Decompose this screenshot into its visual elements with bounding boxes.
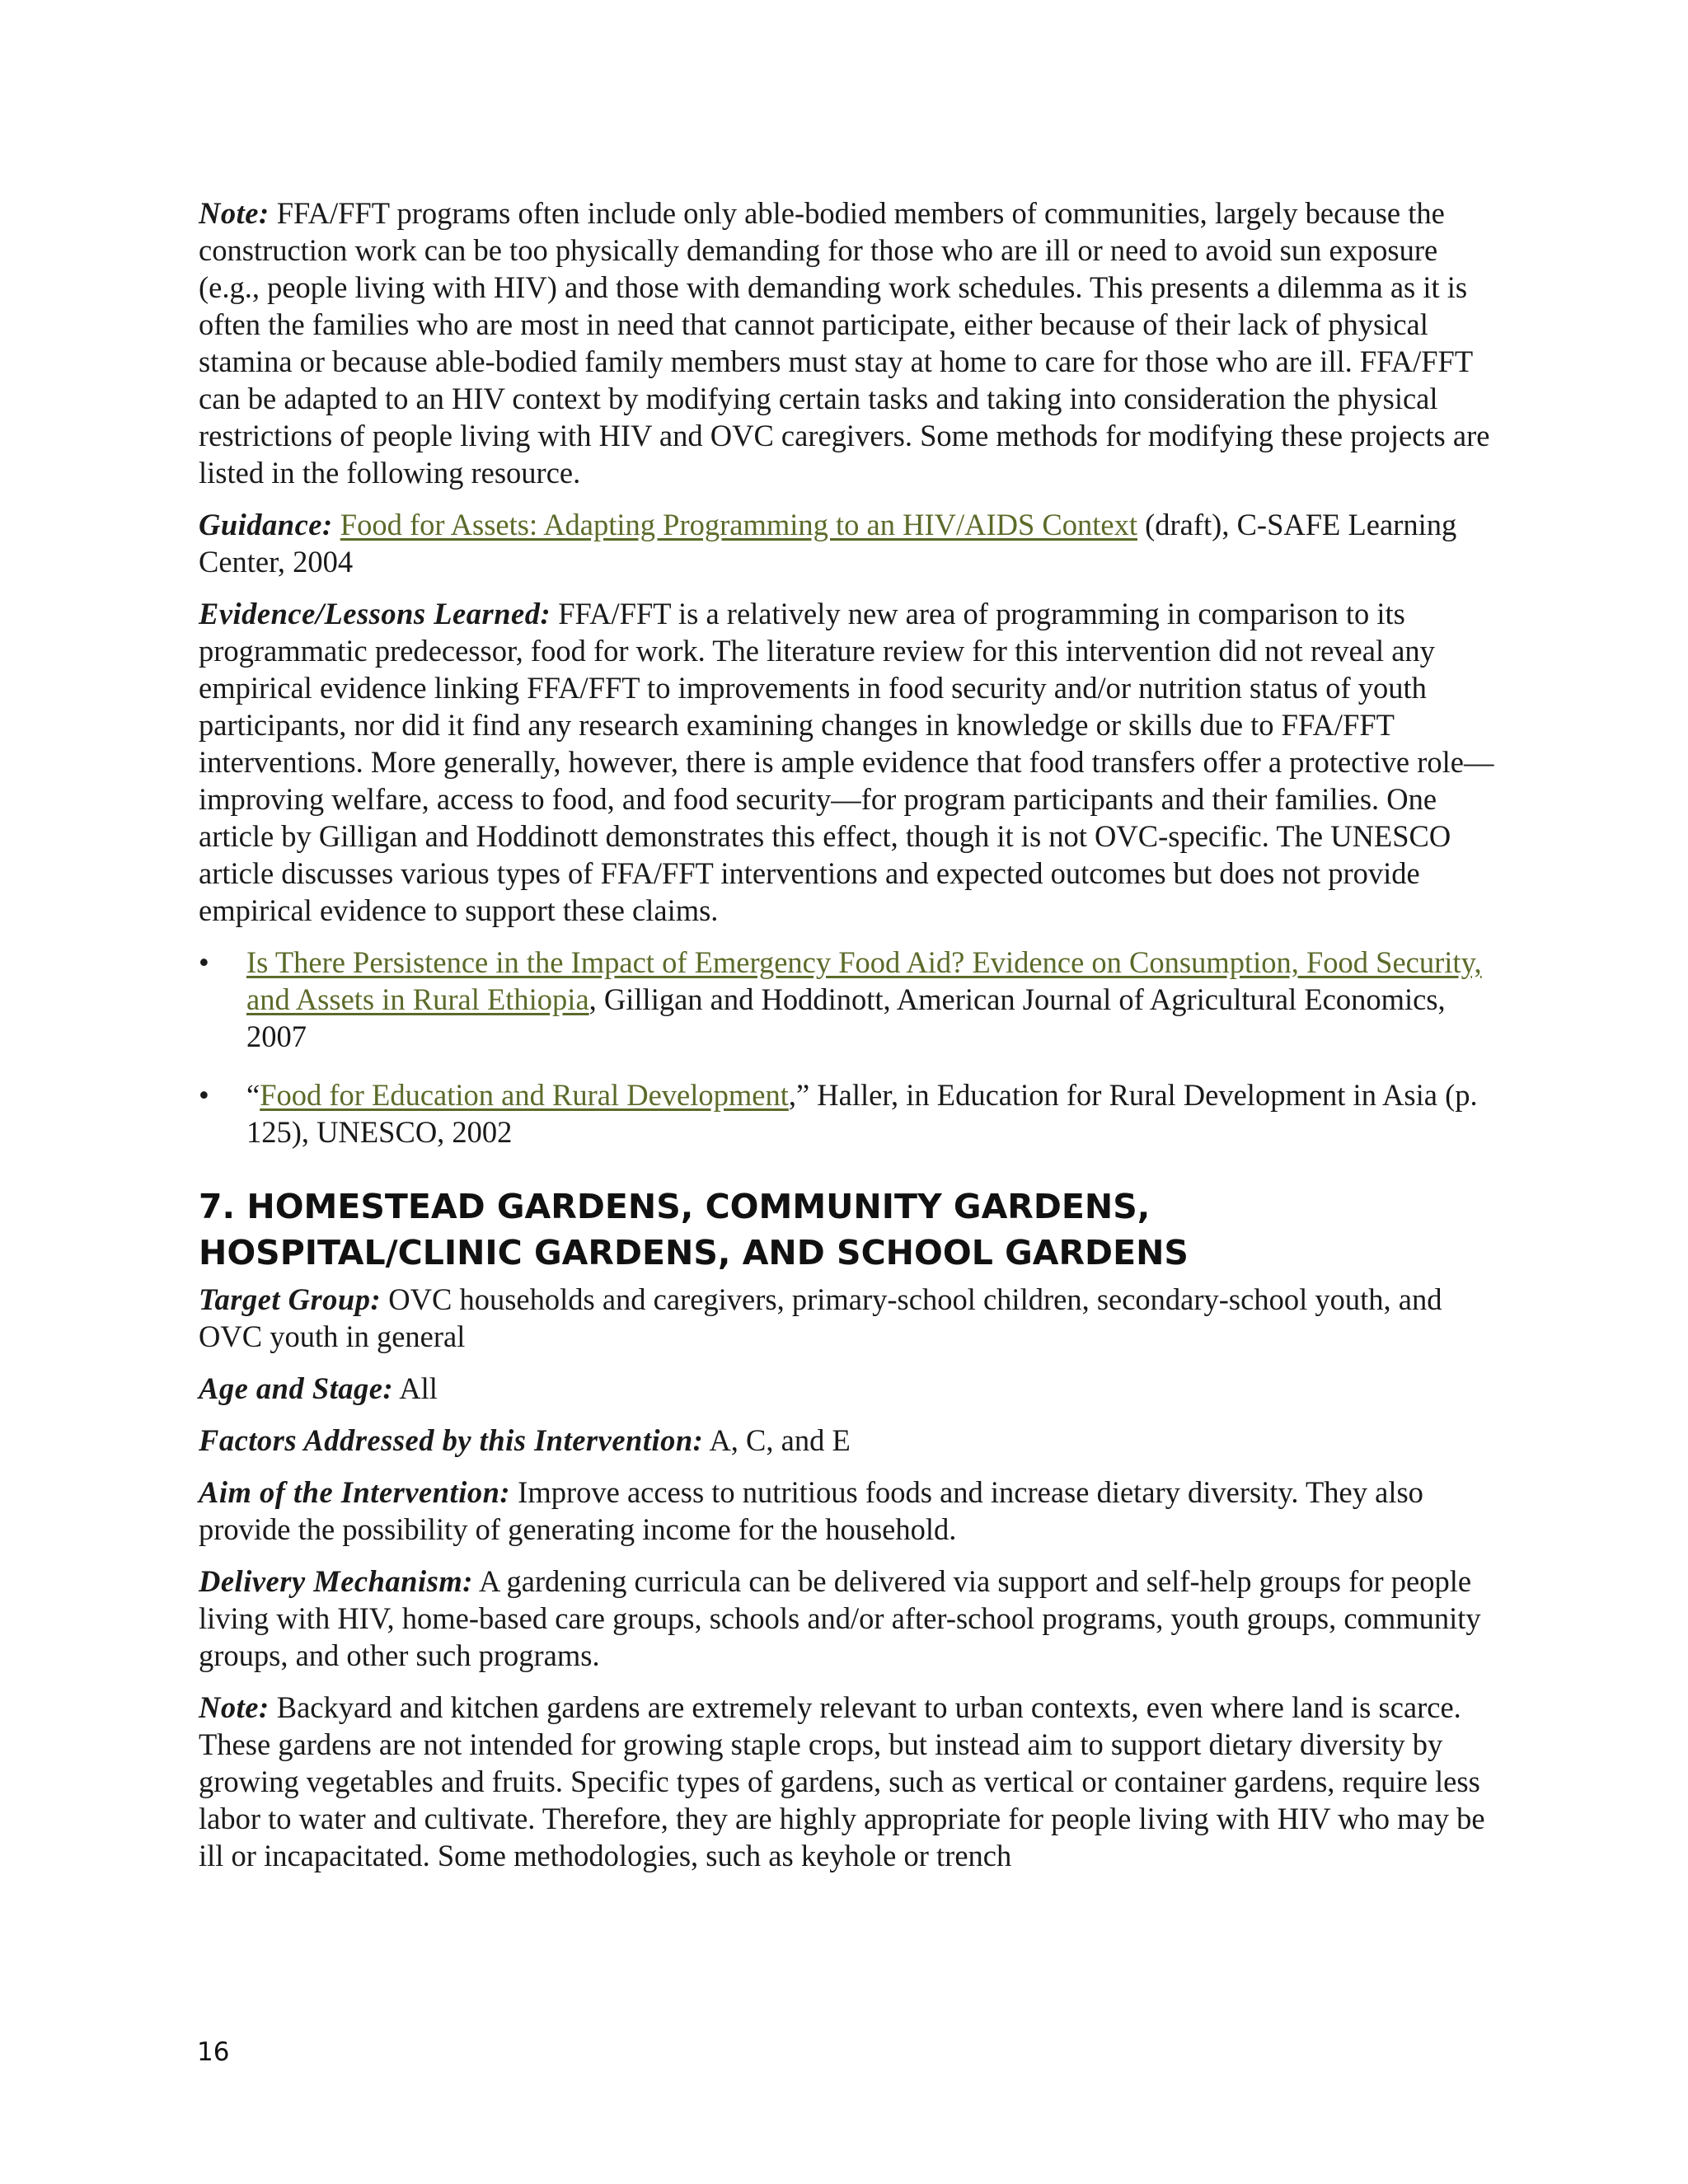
target-group-label: Target Group: [199, 1282, 382, 1316]
note2-text: Backyard and kitchen gardens are extremely relevant to urban contexts, even where land is scarce. These gardens are not intended for growing staple crops, but instead aim to support dietary diversity by growing vegetables and fruits. Specific types of gardens, such as vertical or container gardens, require less labor to water and cultivate. Therefore, they are highly appropriate for people living with HIV who may be ill or incapacitated. Some methodologies, such as keyhole or trench [199, 1690, 1485, 1872]
section-heading [199, 1183, 1501, 1276]
document-body [199, 194, 1501, 1889]
section-heading-line1: 7. HOMESTEAD GARDENS, COMMUNITY GARDENS, [199, 1187, 1151, 1226]
aim-label: Aim of the Intervention: [199, 1475, 511, 1509]
target-group-text: OVC households and caregivers, primary-school children, secondary-school youth, and OVC youth in general [199, 1282, 1442, 1353]
guidance-paragraph [199, 506, 1501, 580]
reference-item [199, 944, 1501, 1055]
age-stage-paragraph [199, 1370, 1501, 1407]
factors-text: A, C, and E [703, 1423, 851, 1457]
note-paragraph [199, 194, 1501, 491]
guidance-text: (draft), C-SAFE Learning Center, 2004 [199, 508, 1457, 579]
bullet-icon: • [199, 1078, 209, 1112]
reference-link[interactable]: Food for Education and Rural Development [260, 1078, 789, 1112]
bullet-icon: • [199, 945, 209, 979]
age-stage-text: All [393, 1371, 438, 1405]
note-text: FFA/FFT programs often include only able-bodied members of communities, largely because the construction work can be too physically demanding for those who are ill or need to avoid sun exposure (e.g., people living with HIV) and those with demanding work schedules. This presents a dilemma as it is often the families who are most in need that cannot participate, either because of their lack of physical stamina or because able-bodied family members must stay at home to care for those who are ill. FFA/FFT can be adapted to an HIV context by modifying certain tasks and taking into consideration the physical restrictions of people living with HIV and OVC caregivers. Some methods for modifying these projects are listed in the following resource. [199, 196, 1490, 490]
evidence-text: FFA/FFT is a relatively new area of programming in comparison to its programmatic predecessor, food for work. The literature review for this intervention did not reveal any empirical evidence linking FFA/FFT to improvements in food security and/or nutrition status of youth participants, nor did it find any research examining changes in knowledge or skills due to FFA/FFT interventions. More generally, however, there is ample evidence that food transfers offer a protective role—improving welfare, access to food, and food security—for program participants and their families. One article by Gilligan and Hoddinott demonstrates this effect, though it is not OVC-specific. The UNESCO article discusses various types of FFA/FFT interventions and expected outcomes but does not provide empirical evidence to support these claims. [199, 597, 1494, 927]
note2-label: Note: [199, 1690, 270, 1724]
evidence-paragraph [199, 595, 1501, 929]
delivery-text: A gardening curricula can be delivered via support and self-help groups for people living with HIV, home-based care groups, schools and/or after-school programs, youth groups, community groups, and other such programs. [199, 1564, 1481, 1672]
section-heading-line2: HOSPITAL/CLINIC GARDENS, AND SCHOOL GARDENS [199, 1233, 1189, 1272]
factors-paragraph [199, 1422, 1501, 1459]
evidence-label: Evidence/Lessons Learned: [199, 597, 551, 630]
aim-paragraph [199, 1474, 1501, 1548]
age-stage-label: Age and Stage: [199, 1371, 394, 1405]
note-label: Note: [199, 196, 270, 230]
reference-item [199, 1076, 1501, 1151]
guidance-label: Guidance: [199, 508, 333, 541]
reference-list [199, 944, 1501, 1151]
reference-citation: , Gilligan and Hoddinott, American Journal of Agricultural Economics, 2007 [246, 982, 1446, 1053]
page-number: 16 [197, 2037, 230, 2067]
reference-citation: ,” Haller, in Education for Rural Development in Asia (p. 125), UNESCO, 2002 [246, 1078, 1478, 1149]
factors-label: Factors Addressed by this Intervention: [199, 1423, 704, 1457]
delivery-label: Delivery Mechanism: [199, 1564, 473, 1598]
reference-prefix: “ [246, 1078, 260, 1112]
delivery-paragraph [199, 1563, 1501, 1674]
guidance-link[interactable]: Food for Assets: Adapting Programming to an HIV/AIDS Context [340, 508, 1137, 541]
target-group-paragraph [199, 1281, 1501, 1355]
note2-paragraph [199, 1689, 1501, 1874]
aim-text: Improve access to nutritious foods and increase dietary diversity. They also provide the possibility of generating income for the household. [199, 1475, 1423, 1546]
reference-link[interactable]: Is There Persistence in the Impact of Emergency Food Aid? Evidence on Consumption, Food Security, and Assets in Rural Ethiopia [246, 945, 1482, 1016]
